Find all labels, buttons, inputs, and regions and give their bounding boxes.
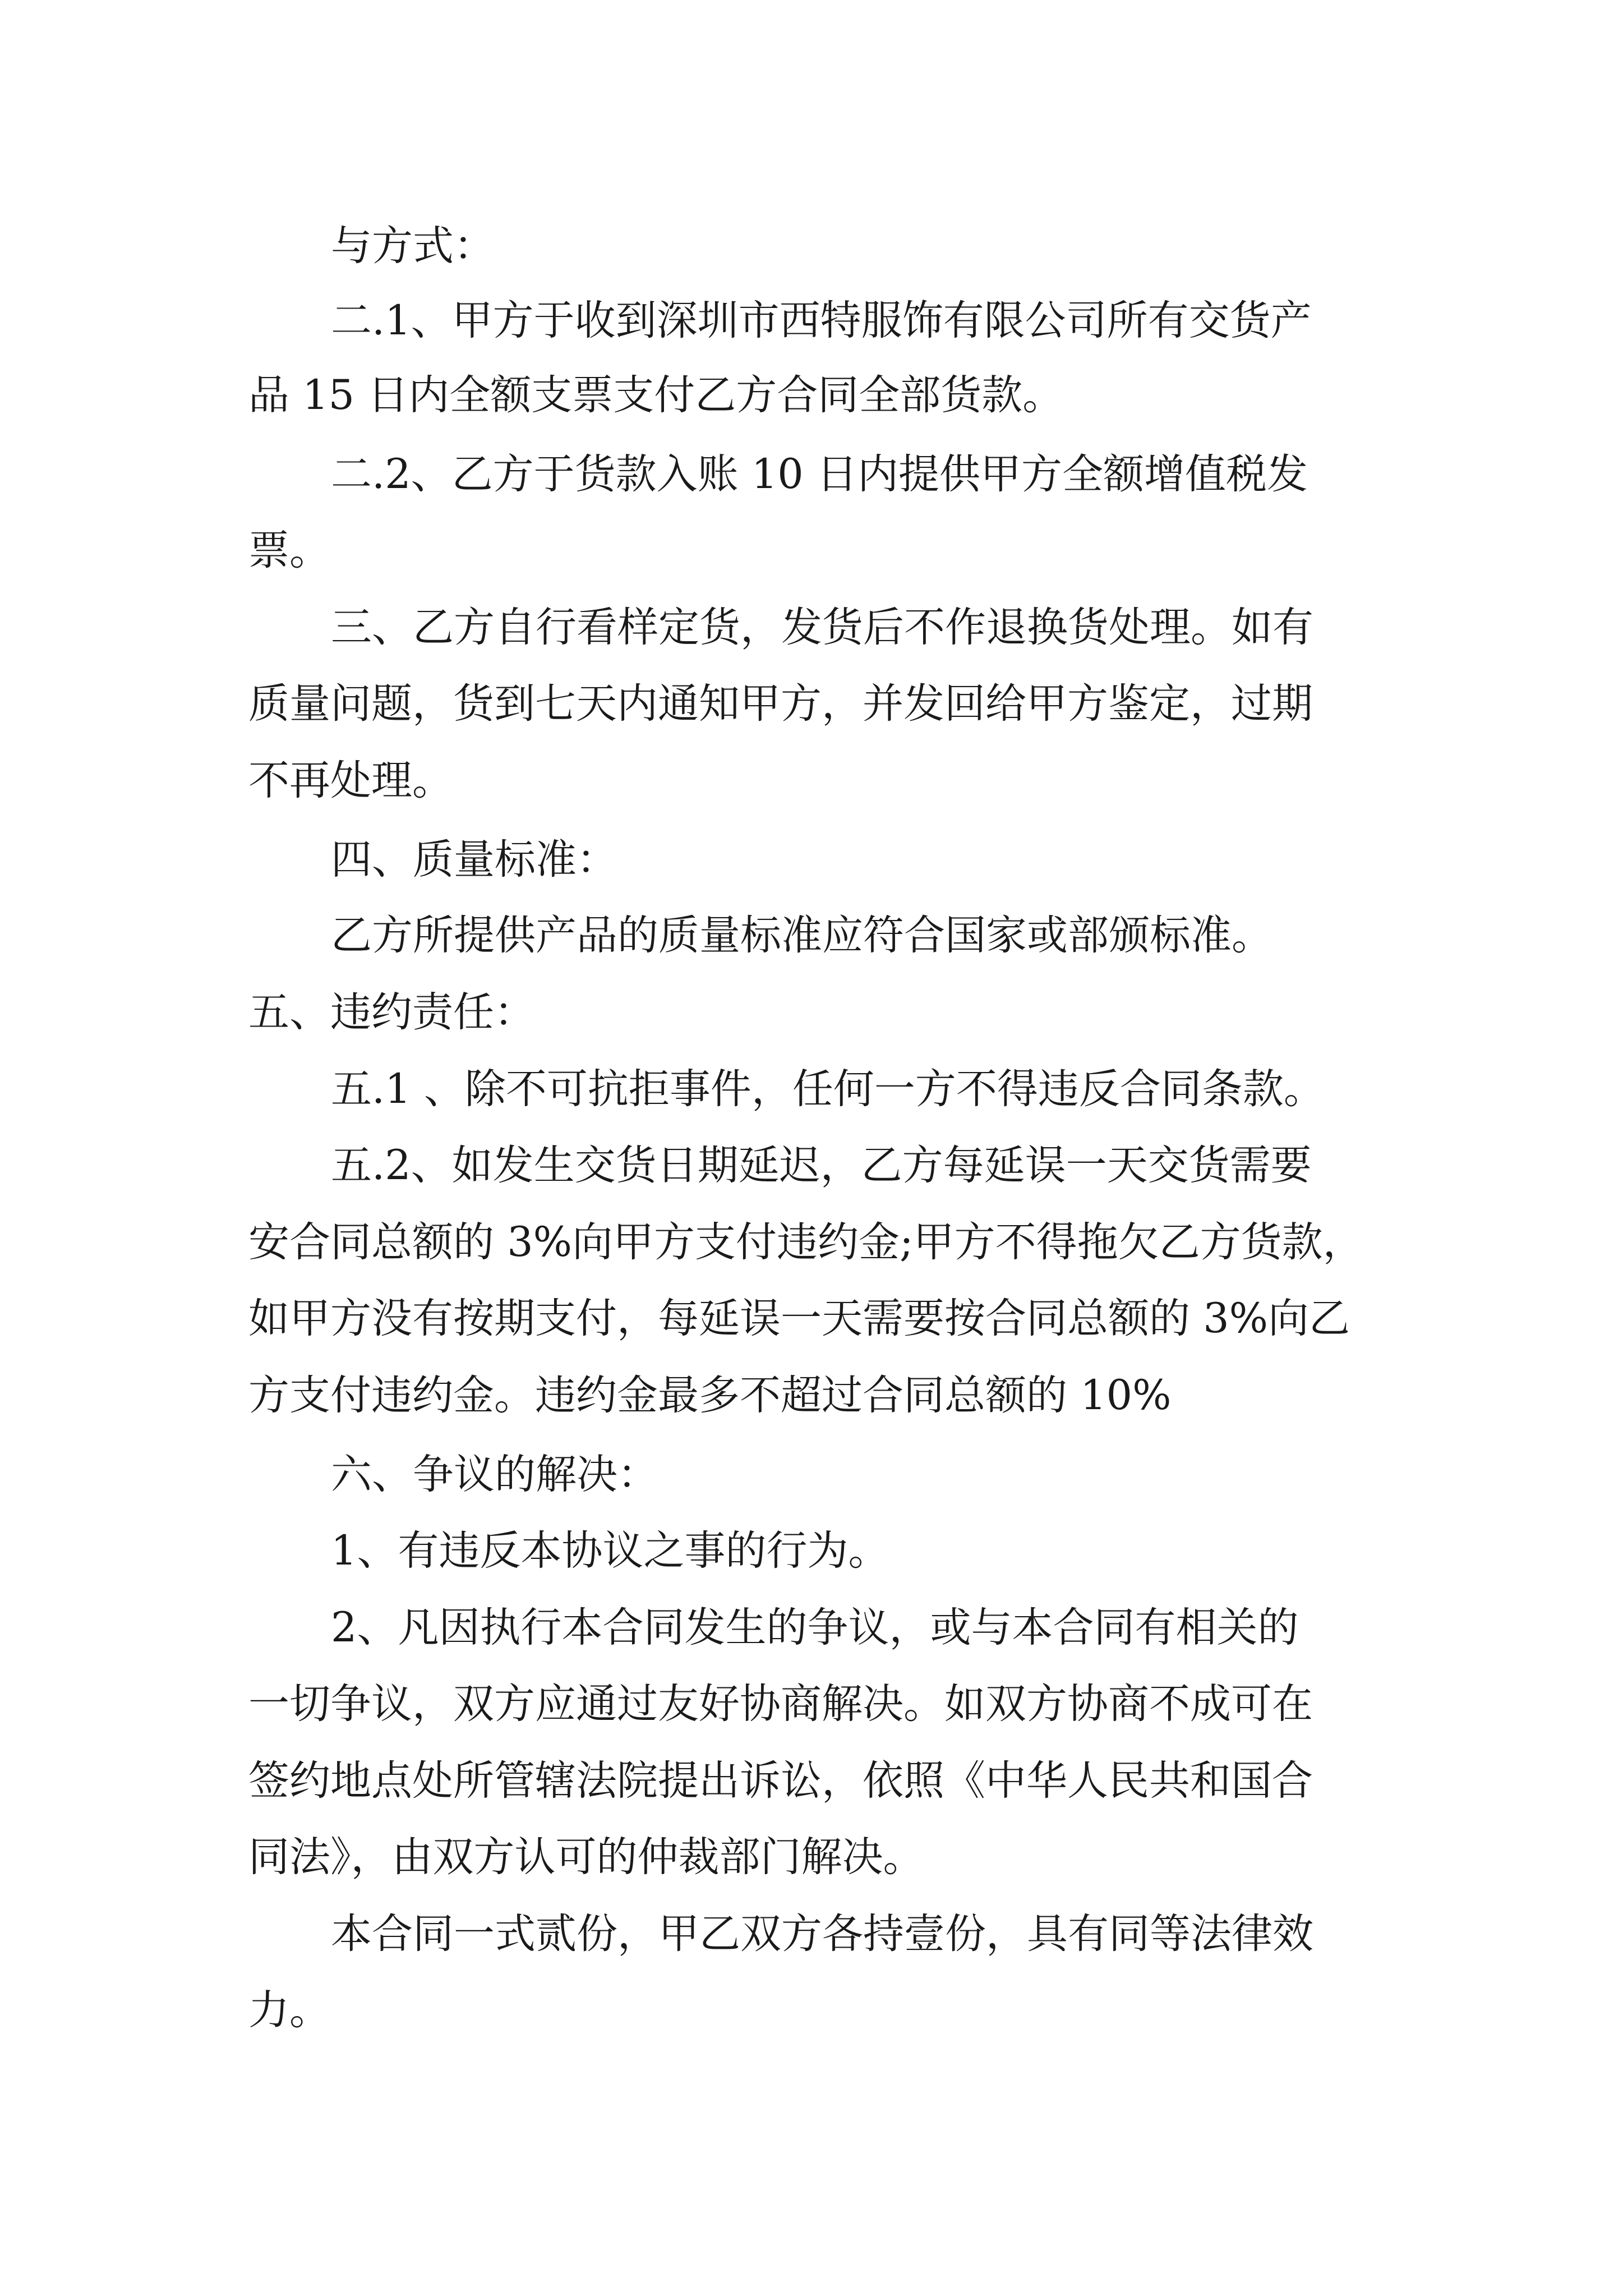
text-line: 品 15 日内全额支票支付乙方合同全部货款。 [248, 371, 1064, 419]
text-line: 票。 [248, 527, 330, 574]
text-line: 乙方所提供产品的质量标准应符合国家或部颁标准。 [331, 912, 1272, 959]
text-line: 安合同总额的 3%向甲方支付违约金;甲方不得拖欠乙方货款， [248, 1218, 1364, 1266]
text-line: 二.2、乙方于货款入账 10 日内提供甲方全额增值税发 [331, 450, 1308, 498]
text-line: 不再处理。 [248, 757, 453, 804]
text-line: 本合同一式贰份，甲乙双方各持壹份，具有同等法律效 [331, 1910, 1313, 1958]
text-line: 签约地点处所管辖法院提出诉讼，依照《中华人民共和国合 [248, 1757, 1313, 1805]
text-line: 二.1、甲方于收到深圳市西特服饰有限公司所有交货产 [331, 297, 1312, 344]
text-line: 1、有违反本协议之事的行为。 [331, 1527, 889, 1575]
text-line: 质量问题，货到七天内通知甲方，并发回给甲方鉴定，过期 [248, 680, 1313, 728]
section-heading: 四、质量标准： [331, 836, 617, 884]
text-line: 力。 [248, 1986, 330, 2034]
text-line: 同法》，由双方认可的仲裁部门解决。 [248, 1833, 924, 1881]
text-line: 五.1 、除不可抗拒事件，任何一方不得违反合同条款。 [331, 1065, 1325, 1113]
text-line: 一切争议，双方应通过友好协商解决。如双方协商不成可在 [248, 1680, 1313, 1728]
section-heading: 六、争议的解决： [331, 1451, 658, 1498]
text-line: 五.2、如发生交货日期延迟，乙方每延误一天交货需要 [331, 1142, 1312, 1189]
text-line: 2、凡因执行本合同发生的争议，或与本合同有相关的 [331, 1604, 1299, 1651]
text-line: 与方式： [331, 222, 495, 270]
section-heading: 五、违约责任： [248, 988, 535, 1036]
text-line: 方支付违约金。违约金最多不超过合同总额的 10% [248, 1372, 1172, 1419]
text-line: 如甲方没有按期支付，每延误一天需要按合同总额的 3%向乙 [248, 1295, 1350, 1342]
text-line: 三、乙方自行看样定货，发货后不作退换货处理。如有 [331, 604, 1313, 651]
